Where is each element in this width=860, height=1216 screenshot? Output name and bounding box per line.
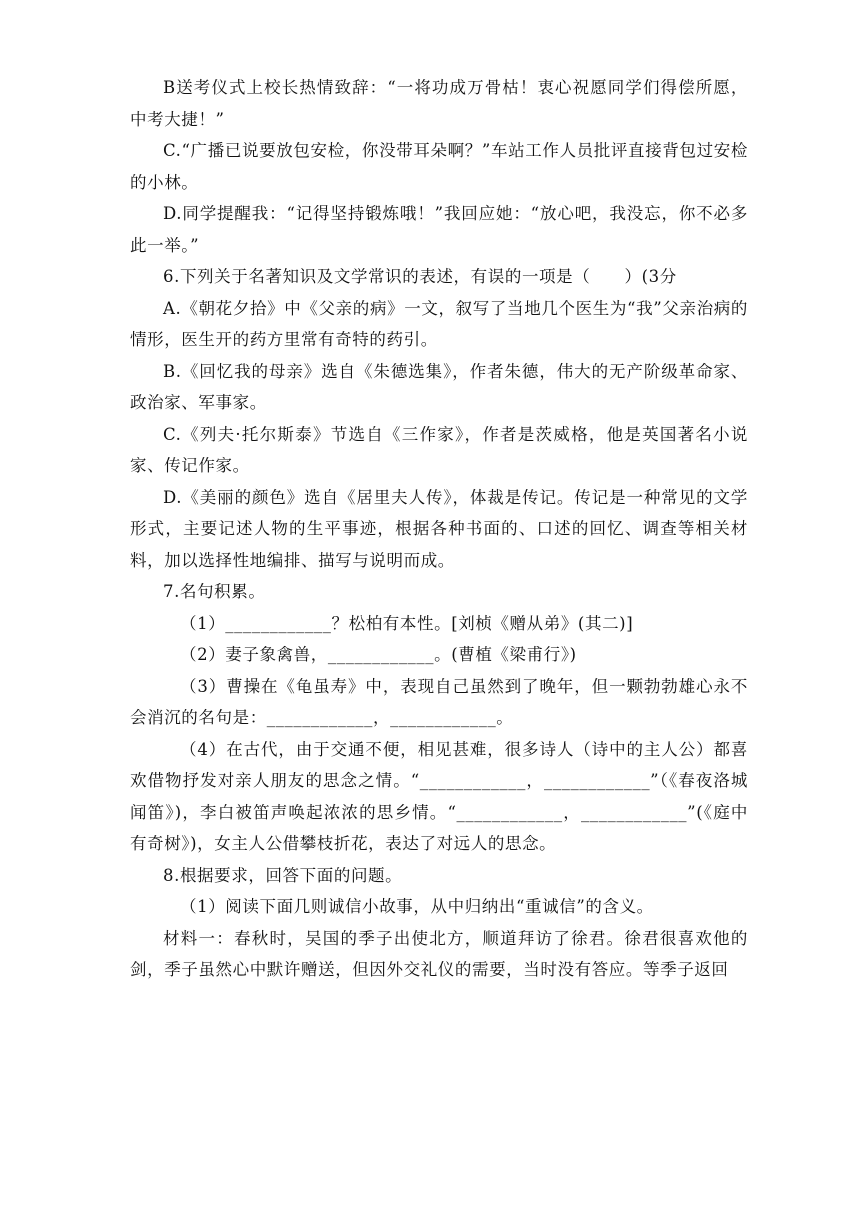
question-7-item-1: （1）____________？松柏有本性。[刘桢《赠从弟》(其二)] <box>180 613 634 633</box>
question-7-item-3: （3）曹操在《龟虽寿》中，表现自己虽然到了晚年，但一颗勃勃雄心永不会消沉的名句是：____________，____________。 <box>130 676 748 727</box>
question-6-option-c: C.《列夫·托尔斯泰》节选自《三作家》，作者是茨威格，他是英国著名小说家、传记作家。 <box>130 424 748 475</box>
option-d-paragraph: D.同学提醒我：“记得坚持锻炼哦！”我回应她：“放心吧，我没忘，你不必多此一举。” <box>130 204 748 255</box>
question-8-item-1: （1）阅读下面几则诚信小故事，从中归纳出“重诚信”的含义。 <box>180 897 654 916</box>
option-b-paragraph: B送考仪式上校长热情致辞：“一将功成万骨枯！衷心祝愿同学们得偿所愿，中考大捷！” <box>130 78 748 129</box>
question-8-material-1: 材料一：春秋时，吴国的季子出使北方，顺道拜访了徐君。徐君很喜欢他的剑，季子虽然心中默许赠送，但因外交礼仪的需要，当时没有答应。等季子返回 <box>130 928 748 979</box>
question-7-item-2: （2）妻子象禽兽，____________。(曹植《梁甫行》) <box>180 645 577 664</box>
question-6-option-b: B.《回忆我的母亲》选自《朱德选集》，作者朱德，伟大的无产阶级革命家、政治家、军事家。 <box>130 361 748 412</box>
question-6-stem: 6.下列关于名著知识及文学常识的表述，有误的一项是（ ）(3分 <box>163 267 677 286</box>
question-7-item-4: （4）在古代，由于交通不便，相见甚难，很多诗人（诗中的主人公）都喜欢借物抒发对亲人朋友的思念之情。“____________，____________”（《春夜洛城闻笛》)，李白被笛声唤起浓浓的思乡情。“____________，____________”(《庭中有奇树》)，女主人公借攀枝折花，表达了对远人的思念。 <box>130 739 748 853</box>
question-6-option-a: A.《朝花夕拾》中《父亲的病》一文，叙写了当地几个医生为“我”父亲治病的情形，医生开的药方里常有奇特的药引。 <box>130 298 748 349</box>
option-c-paragraph: C.“广播已说要放包安检，你没带耳朵啊？”车站工作人员批评直接背包过安检的小林。 <box>130 141 748 192</box>
question-6-option-d: D.《美丽的颜色》选自《居里夫人传》，体裁是传记。传记是一种常见的文学形式，主要记述人物的生平事迹，根据各种书面的、口述的回忆、调查等相关材料，加以选择性地编排、描写与说明而成。 <box>130 487 748 570</box>
question-7-stem: 7.名句积累。 <box>163 582 266 601</box>
question-8-stem: 8.根据要求，回答下面的问题。 <box>163 865 403 885</box>
